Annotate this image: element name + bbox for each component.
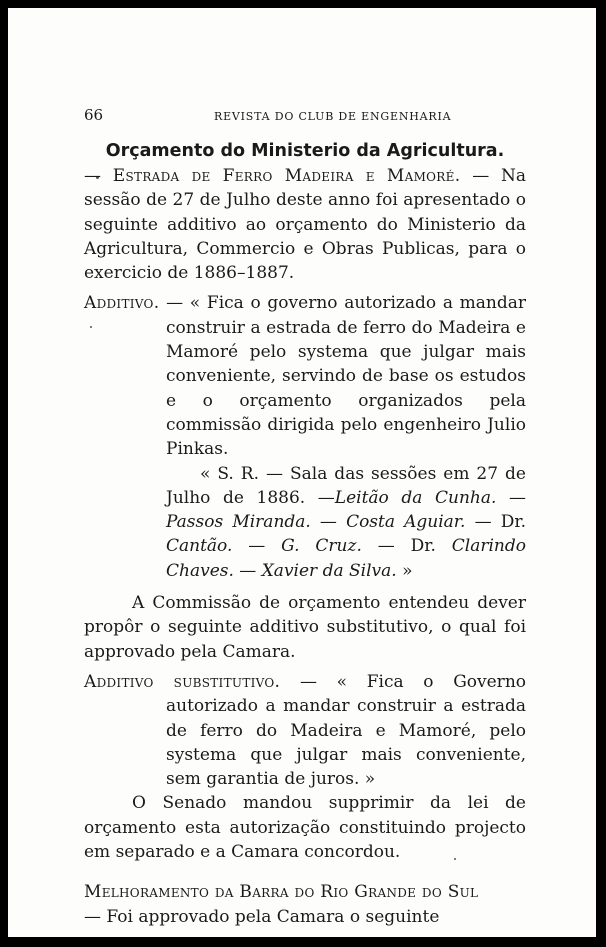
quote-close: » bbox=[396, 560, 413, 581]
substitutivo-text: — « Fica o Governo autorizado a mandar construir a estrada de ferro do Madeira e Mamoré, pelo systema que julgar mais conveniente, sem garantia de juros. » bbox=[166, 671, 526, 790]
signature-block bbox=[84, 462, 526, 583]
additivo-paragraph bbox=[84, 291, 526, 461]
page-header bbox=[84, 108, 526, 124]
signature-lead: « S. R. — Sala das sessões em 27 de Julho de 1886. — bbox=[166, 463, 526, 508]
running-head: REVISTA DO CLUB DE ENGENHARIA bbox=[214, 110, 452, 123]
railway-name: Estrada de Ferro Madeira e Mamoré. bbox=[112, 166, 461, 186]
text-column bbox=[84, 108, 526, 929]
signature-paragraph bbox=[166, 462, 526, 583]
intro-text: — Na sessão de 27 de Julho deste anno foi apresentado o seguinte additivo ao orçamento do Ministerio da Agricultura, Commercio e Obras Publicas, para o exercicio de 1886–1887. bbox=[84, 166, 526, 284]
final-title-text: Melhoramento da Barra do Rio Grande do Sul bbox=[84, 882, 479, 903]
intro-paragraph bbox=[84, 164, 526, 285]
substitutivo-paragraph bbox=[84, 670, 526, 791]
signature-separator: — bbox=[310, 512, 347, 533]
signature-separator: — Dr. bbox=[361, 536, 452, 557]
document-page bbox=[8, 8, 596, 937]
signature-name: Costa Aguiar. bbox=[346, 512, 466, 533]
additivo-text: — « Fica o governo autorizado a mandar construir a estrada de ferro do Madeira e Mamoré pelo systema que julgar mais conveniente, servindo de base os estudos e o orçamento organizados pela commissão dirigida pelo engenheiro Julio Pinkas. bbox=[166, 293, 526, 460]
signature-name: G. Cruz. bbox=[281, 536, 362, 557]
senate-paragraph: O Senado mandou supprimir da lei de orçamento esta autorização constituindo projecto em separado e a Camara concordou. bbox=[84, 793, 526, 863]
section-title: Orçamento do Ministerio da Agricultura. bbox=[105, 141, 505, 161]
additivo-label: Additivo. bbox=[84, 293, 160, 314]
signature-name: Xavier da Silva. bbox=[261, 560, 397, 581]
commission-paragraph: A Commissão de orçamento entendeu dever propôr o seguinte additivo substitutivo, o qual foi approvado pela Camara. bbox=[84, 593, 526, 662]
signature-separator: — Dr. bbox=[465, 512, 526, 533]
signature-separator: — bbox=[232, 536, 282, 557]
signature-name: Cantão. bbox=[166, 536, 233, 557]
substitutivo-label: Additivo substitutivo. bbox=[84, 671, 281, 692]
intro-dash: — bbox=[84, 166, 101, 186]
signature-name: Leitão da Cunha. bbox=[334, 487, 497, 508]
final-section-text: — Foi approvado pela Camara o seguinte bbox=[84, 906, 440, 927]
page-number: 66 bbox=[84, 106, 104, 124]
signature-separator: — bbox=[233, 560, 262, 581]
signature-name: Passos Miranda. bbox=[166, 512, 311, 533]
final-section-title bbox=[84, 880, 526, 904]
signature-separator: — bbox=[496, 487, 526, 508]
signature-name: Clarindo Chaves. bbox=[166, 536, 526, 581]
